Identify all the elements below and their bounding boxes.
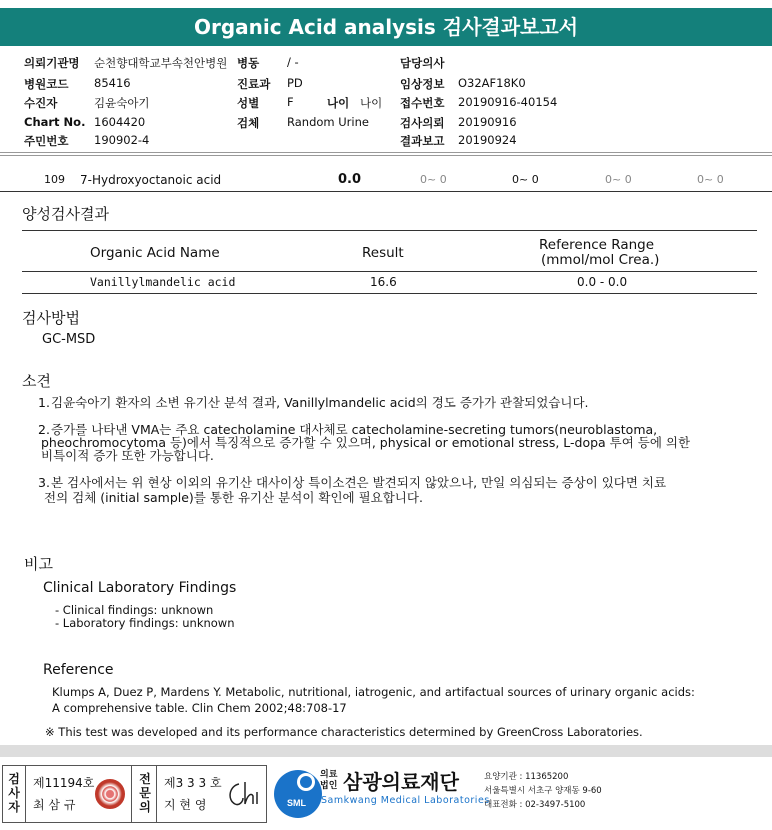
sex-value: F xyxy=(287,95,294,109)
age-value: 나이 xyxy=(360,96,383,110)
sex-label: 성별 xyxy=(237,96,260,110)
reference-title: Reference xyxy=(43,662,114,678)
hospital-code-label: 병원코드 xyxy=(24,77,69,91)
info-divider-2 xyxy=(0,155,772,156)
row-range-2: 0~ 0 xyxy=(512,173,539,186)
positive-section-title: 양성검사결과 xyxy=(22,205,109,223)
id-label: 주민번호 xyxy=(24,134,69,148)
clinical-findings-title: Clinical Laboratory Findings xyxy=(43,580,237,596)
examiner-seal-icon xyxy=(95,779,125,809)
finding-number: 2. xyxy=(38,422,50,437)
report-date-value: 20190924 xyxy=(458,133,517,147)
request-label: 검사의뢰 xyxy=(400,116,445,130)
receipt-label: 접수번호 xyxy=(400,96,445,110)
row-value: 0.0 xyxy=(338,172,362,187)
chart-value: 1604420 xyxy=(94,115,146,129)
org-prefix-1: 의료 xyxy=(320,770,338,780)
col-name-header: Organic Acid Name xyxy=(90,245,220,261)
institution-label: 의뢰기관명 xyxy=(24,56,80,70)
chart-label: Chart No. xyxy=(24,115,86,129)
col-ref-unit: (mmol/mol Crea.) xyxy=(541,252,660,268)
finding-number: 1. xyxy=(38,395,50,410)
finding-text-line: 전의 검체 (initial sample)를 통한 유기산 분석이 확인에 필요합니다. xyxy=(44,490,423,505)
clinical-info-value: O32AF18K0 xyxy=(458,76,526,90)
request-value: 20190916 xyxy=(458,115,517,129)
result-value: 16.6 xyxy=(370,275,397,289)
examiner-license: 제11194호 xyxy=(33,776,95,790)
info-divider xyxy=(0,152,772,153)
sml-logo-icon xyxy=(272,768,324,820)
org-contact xyxy=(484,770,602,812)
clinical-info-label: 임상정보 xyxy=(400,77,445,91)
org-address: 서울특별시 서초구 양재동 9-60 xyxy=(484,786,602,796)
signature-icon xyxy=(225,778,261,810)
footer xyxy=(0,765,772,825)
finding-text: 김윤숙아기 환자의 소변 유기산 분석 결과, Vanillylmandelic acid의 경도 증가가 관찰되었습니다. xyxy=(51,395,589,410)
patient-value: 김윤숙아기 xyxy=(94,96,150,110)
finding-text-line: 증가를 나타낸 VMA는 주요 catecholamine 대사체로 catecholamine-secreting tumors(neuroblastoma, xyxy=(51,422,658,437)
test-note: ※ This test was developed and its performance characteristics determined by GreenCross Laboratories. xyxy=(45,725,643,739)
patient-label: 수진자 xyxy=(24,96,58,110)
table-row xyxy=(22,272,757,294)
result-ref: 0.0 - 0.0 xyxy=(577,275,628,289)
org-name: 삼광의료재단 xyxy=(343,770,459,794)
row-range-4: 0~ 0 xyxy=(697,173,724,186)
hospital-code-value: 85416 xyxy=(94,76,131,90)
findings-title: 소견 xyxy=(22,372,51,390)
dept-value: PD xyxy=(287,76,303,90)
clinical-findings-line: - Clinical findings: unknown xyxy=(55,603,214,617)
specimen-label: 검체 xyxy=(237,116,260,130)
method-value: GC-MSD xyxy=(42,332,96,347)
reference-line: A comprehensive table. Clin Chem 2002;48:708-17 xyxy=(52,701,347,715)
report-title: Organic Acid analysis 검사결과보고서 xyxy=(0,8,772,46)
org-prefix-2: 법인 xyxy=(320,781,338,791)
doctor-label: 담당의사 xyxy=(400,56,445,70)
id-value: 190902-4 xyxy=(94,133,150,147)
laboratory-findings-line: - Laboratory findings: unknown xyxy=(55,616,235,630)
finding-number: 3. xyxy=(38,475,50,490)
report-date-label: 결과보고 xyxy=(400,134,445,148)
examiner-label: 검사자 xyxy=(8,772,20,814)
col-result-header: Result xyxy=(362,245,404,261)
result-name: Vanillylmandelic acid xyxy=(90,275,236,289)
col-ref-header: Reference Range xyxy=(539,237,655,253)
age-label: 나이 xyxy=(327,96,350,110)
finding-text-line: 비특이적 증가 또한 가능합니다. xyxy=(41,448,214,463)
specialist-label: 전문의 xyxy=(139,772,151,814)
org-phone: 대표전화 : 02-3497-5100 xyxy=(484,800,586,810)
row-number: 109 xyxy=(44,173,65,186)
row-range-3: 0~ 0 xyxy=(605,173,632,186)
svg-text:SML: SML xyxy=(287,798,306,808)
signature-box xyxy=(2,765,267,823)
row-range-1: 0~ 0 xyxy=(420,173,447,186)
finding-text-line: pheochromocytoma 등)에서 특징적으로 증가할 수 있으며, physical or emotional stress, L-dopa 투여 등에 의한 xyxy=(41,435,691,450)
receipt-value: 20190916-40154 xyxy=(458,95,558,109)
table-header xyxy=(22,230,757,272)
specialist-license: 제3 3 3 호 xyxy=(164,776,222,790)
org-prefix xyxy=(320,770,337,792)
ward-label: 병동 xyxy=(237,56,260,70)
org-code: 요양기관 : 11365200 xyxy=(484,772,569,782)
table-row xyxy=(0,170,772,192)
dept-label: 진료과 xyxy=(237,77,271,91)
row-name: 7-Hydroxyoctanoic acid xyxy=(80,173,222,187)
specimen-value: Random Urine xyxy=(287,115,369,129)
remarks-title: 비고 xyxy=(24,555,53,573)
footer-divider xyxy=(0,745,772,757)
institution-value: 순천향대학교부속천안병원 xyxy=(94,56,228,70)
positive-results-table xyxy=(22,230,757,294)
method-title: 검사방법 xyxy=(22,309,80,327)
org-english: Samkwang Medical Laboratories xyxy=(321,795,490,806)
reference-line: Klumps A, Duez P, Mardens Y. Metabolic, nutritional, iatrogenic, and artifactual sources of urinary organic acids: xyxy=(52,685,695,699)
specialist-name: 지 현 영 xyxy=(164,798,207,812)
finding-text-line: 본 검사에서는 위 현상 이외의 유기산 대사이상 특이소견은 발견되지 않았으나, 만일 의심되는 증상이 있다면 치료 xyxy=(51,475,667,490)
examiner-name: 최 삼 규 xyxy=(33,798,76,812)
ward-value: / - xyxy=(287,55,299,69)
